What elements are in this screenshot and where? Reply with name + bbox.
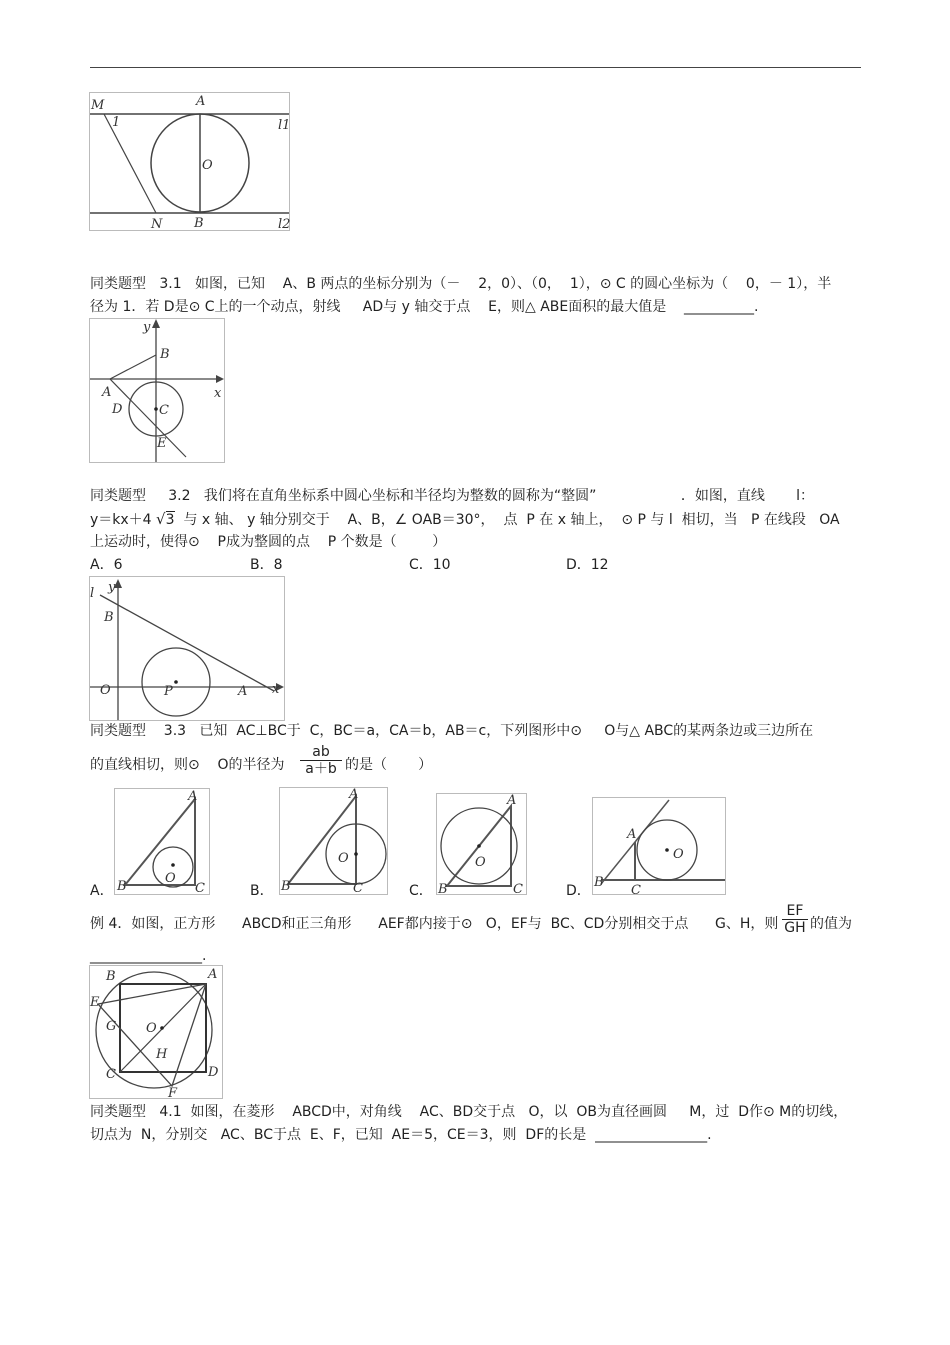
q33-fraction <box>300 744 342 777</box>
q32-option-b[interactable]: B．8 <box>250 557 283 573</box>
fig4a-label-c: C <box>195 881 205 896</box>
fig2-label-b: B <box>160 347 170 362</box>
fig2-label-e: E <box>157 436 167 451</box>
q4-text-line1b: 的值为 <box>810 916 852 932</box>
q31-text-line2: 径为 1．若 D是⊙ C上的一个动点，射线 AD与 y 轴交于点 E，则△ ABE面积的最大值是 __________. <box>90 299 759 315</box>
figure-integer-circle <box>89 576 285 721</box>
fig4b-label-o: O <box>338 851 349 866</box>
q33-text-line2a: 的直线相切，则⊙ O的半径为 <box>90 757 285 773</box>
fig5-label-c: C <box>106 1067 116 1082</box>
fig4d-label-c: C <box>631 883 641 898</box>
fig3-label-a: A <box>238 684 248 699</box>
fig2-label-y: y <box>143 320 151 335</box>
fig4c-label-c: C <box>513 882 523 897</box>
fig5-label-a: A <box>208 967 218 982</box>
q32-text-line1: 同类题型 3.2 我们将在直角坐标系中圆心坐标和半径均为整数的圆称为“整圆” ．如图，直线 l： <box>90 488 814 504</box>
fig4d-label-a: A <box>627 827 637 842</box>
fig4c-label-a: A <box>507 793 517 808</box>
figure-option-b <box>279 787 388 895</box>
fig1-label-b: B <box>194 216 204 231</box>
fig4d-label-b: B <box>594 875 604 890</box>
fig3-label-l: l <box>90 586 95 601</box>
figure-coordinate-circle <box>89 318 225 463</box>
q31-text-line1: 同类题型 3.1 如图，已知 A、B 两点的坐标分别为（－ 2，0）、（0， 1），⊙ C 的圆心坐标为（ 0，－ 1），半 <box>90 276 832 292</box>
q32-line2-rest: 与 x 轴、 y 轴分别交于 A、B，∠ OAB＝30°， 点 P 在 x 轴上， ⊙ P 与 l 相切，当 P 在线段 OA <box>183 512 840 528</box>
fig4a-label-o: O <box>165 871 176 886</box>
fig5-label-e: E <box>90 995 100 1010</box>
fig2-label-d: D <box>112 402 123 417</box>
fig2-label-c: C <box>159 403 169 418</box>
fig3-label-x: x <box>272 682 280 697</box>
fig3-label-o: O <box>100 683 111 698</box>
fig5-label-h: H <box>156 1047 168 1062</box>
fig4b-label-c: C <box>353 881 363 896</box>
q33-option-c[interactable]: C． <box>409 883 433 899</box>
q32-text-line2 <box>90 510 840 529</box>
fig2-label-x: x <box>214 386 222 401</box>
fig5-label-d: D <box>208 1065 219 1080</box>
figure-option-a <box>114 788 210 895</box>
fig2-label-a: A <box>102 385 112 400</box>
fig1-label-l1: l1 <box>278 118 291 133</box>
q33-option-d[interactable]: D． <box>566 883 591 899</box>
q4-answer-blank[interactable]: ________________. <box>90 948 207 964</box>
q32-sqrt-radicand: 3 <box>165 512 175 528</box>
figure-option-d <box>592 797 726 898</box>
fig1-label-n: N <box>151 217 163 232</box>
fig4d-label-o: O <box>673 847 684 862</box>
fig3-label-p: P <box>164 684 173 699</box>
fig3-label-b: B <box>104 610 114 625</box>
q33-text-line1: 同类题型 3.3 已知 AC⊥BC于 C，BC＝a，CA＝b，AB＝c，下列图形中⊙ O与△ ABC的某两条边或三边所在 <box>90 723 814 739</box>
fig1-label-a: A <box>196 94 206 109</box>
fig1-label-o: O <box>202 158 213 173</box>
q32-option-c[interactable]: C．10 <box>409 557 451 573</box>
fig1-label-m: M <box>91 98 105 113</box>
figure-square-triangle-circle <box>89 965 223 1099</box>
q33-text-line2b: 的是（ ） <box>345 757 433 773</box>
fig4a-label-b: B <box>117 879 127 894</box>
fig1-label-1: 1 <box>112 115 121 130</box>
q32-equation: y＝kx＋4 <box>90 512 152 528</box>
q32-text-line3: 上运动时，使得⊙ P成为整圆的点 P 个数是（ ） <box>90 534 447 550</box>
q4-fraction <box>782 903 808 936</box>
q33-option-b[interactable]: B． <box>250 883 274 899</box>
fig5-label-g: G <box>106 1019 117 1034</box>
fig4b-label-a: A <box>349 787 359 802</box>
q41-text-line2: 切点为 N，分别交 AC、BC于点 E、F，已知 AE＝5，CE＝3，则 DF的长是 ________________. <box>90 1127 712 1143</box>
fig4b-label-b: B <box>281 879 291 894</box>
q4-text-line1a: 例 4．如图，正方形 ABCD和正三角形 AEF都内接于⊙ O，EF与 BC、CD分别相交于点 G、H，则 <box>90 916 779 932</box>
fig4c-label-o: O <box>475 855 486 870</box>
fig5-label-o: O <box>146 1021 157 1036</box>
q4-fraction-denominator: GH <box>784 920 806 936</box>
q33-fraction-denominator: a＋b <box>305 761 337 777</box>
fig3-label-y: y <box>108 580 116 595</box>
q32-option-d[interactable]: D．12 <box>566 557 609 573</box>
q33-fraction-numerator: ab <box>300 744 342 761</box>
sqrt-symbol: √ <box>156 510 166 528</box>
fig4a-label-a: A <box>188 789 198 804</box>
figure-option-c <box>436 793 527 895</box>
fig5-label-b: B <box>106 969 116 984</box>
q33-option-a[interactable]: A． <box>90 883 114 899</box>
figure-tangent-lines <box>89 92 290 231</box>
q4-fraction-numerator: EF <box>782 903 808 920</box>
q41-text-line1: 同类题型 4.1 如图，在菱形 ABCD中，对角线 AC、BD交于点 O，以 OB为直径画圆 M，过 D作⊙ M的切线， <box>90 1104 848 1120</box>
header-rule <box>90 67 861 68</box>
fig1-label-l2: l2 <box>278 217 291 232</box>
q32-option-a[interactable]: A．6 <box>90 557 123 573</box>
fig4c-label-b: B <box>438 882 448 897</box>
fig5-label-f: F <box>168 1086 178 1101</box>
